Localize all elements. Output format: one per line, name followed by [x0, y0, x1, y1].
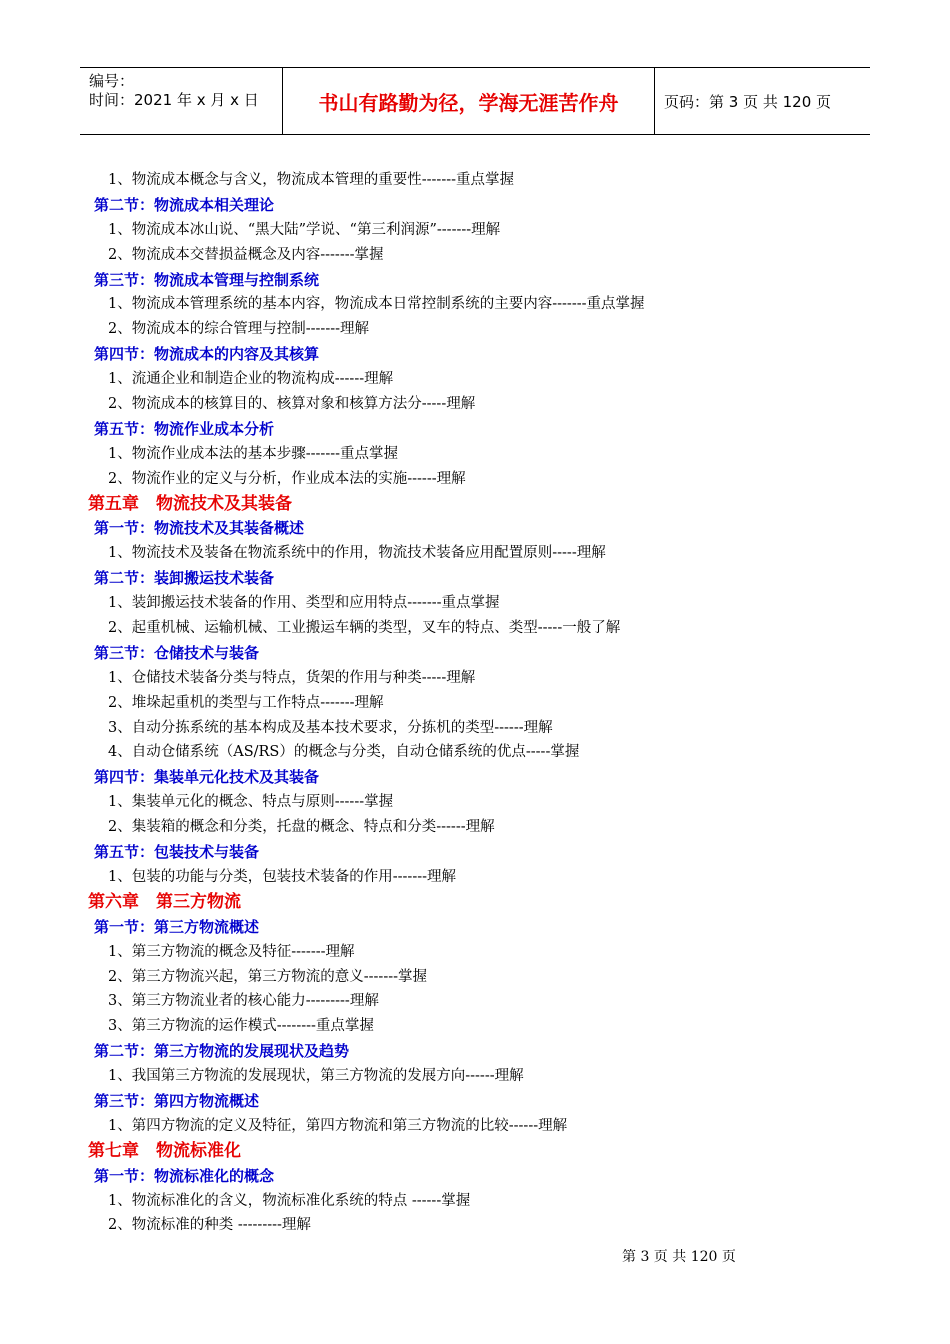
outline-item: 2、起重机械、运输机械、工业搬运车辆的类型，叉车的特点、类型-----一般了解 [108, 620, 621, 637]
outline-item: 1、第四方物流的定义及特征，第四方物流和第三方物流的比较------理解 [108, 1117, 568, 1134]
header-motto: 书山有路勤为径，学海无涯苦作舟 [283, 68, 655, 134]
outline-item: 1、装卸搬运技术装备的作用、类型和应用特点-------重点掌握 [108, 595, 500, 612]
outline-item: 2、物流作业的定义与分析，作业成本法的实施------理解 [108, 470, 466, 487]
outline-item: 2、第三方物流兴起，第三方物流的意义-------掌握 [108, 968, 428, 985]
document-body [88, 168, 868, 1238]
section-heading: 第四节：集装单元化技术及其装备 [94, 768, 320, 787]
outline-item: 2、堆垛起重机的类型与工作特点-------理解 [108, 694, 384, 711]
number-label: 编号： [89, 72, 135, 90]
section-heading: 第三节：第四方物流概述 [94, 1091, 260, 1110]
section-heading: 第一节：物流标准化的概念 [94, 1166, 275, 1185]
outline-item: 1、我国第三方物流的发展现状，第三方物流的发展方向------理解 [108, 1068, 524, 1085]
outline-item: 1、物流成本冰山说、“黑大陆”学说、“第三利润源”-------理解 [108, 221, 501, 238]
outline-item: 1、物流成本管理系统的基本内容，物流成本日常控制系统的主要内容-------重点掌握 [108, 296, 645, 313]
section-heading: 第二节：第三方物流的发展现状及趋势 [94, 1042, 350, 1061]
time-label: 时间：2021 年 x 月 x 日 [89, 91, 259, 109]
page-header [80, 67, 870, 135]
section-heading: 第三节：仓储技术与装备 [94, 643, 260, 662]
section-heading: 第四节：物流成本的内容及其核算 [94, 345, 320, 364]
section-heading: 第三节：物流成本管理与控制系统 [94, 270, 320, 289]
section-heading: 第五节：包装技术与装备 [94, 843, 260, 862]
section-heading: 第一节：第三方物流概述 [94, 917, 260, 936]
section-heading: 第一节：物流技术及其装备概述 [94, 519, 305, 538]
outline-item: 1、集装单元化的概念、特点与原则------掌握 [108, 794, 394, 811]
chapter-heading: 第五章 物流技术及其装备 [88, 493, 292, 514]
outline-item: 1、包装的功能与分类，包装技术装备的作用-------理解 [108, 868, 457, 885]
outline-item: 1、物流技术及装备在物流系统中的作用，物流技术装备应用配置原则-----理解 [108, 545, 606, 562]
section-heading: 第二节：物流成本相关理论 [94, 195, 275, 214]
section-heading: 第二节：装卸搬运技术装备 [94, 569, 275, 588]
outline-item: 1、仓储技术装备分类与特点，货架的作用与种类-----理解 [108, 669, 476, 686]
chapter-heading: 第六章 第三方物流 [88, 891, 241, 912]
outline-item: 1、物流标准化的含义，物流标准化系统的特点 ------掌握 [108, 1192, 471, 1209]
outline-item: 2、集装箱的概念和分类，托盘的概念、特点和分类------理解 [108, 819, 495, 836]
header-meta [80, 68, 283, 134]
outline-item: 3、第三方物流业者的核心能力---------理解 [108, 993, 379, 1010]
outline-item: 1、物流成本概念与含义，物流成本管理的重要性-------重点掌握 [108, 172, 515, 188]
outline-item: 1、第三方物流的概念及特征-------理解 [108, 943, 355, 960]
header-page-info: 页码：第 3 页 共 120 页 [664, 92, 832, 111]
outline-item: 3、自动分拣系统的基本构成及基本技术要求，分拣机的类型------理解 [108, 719, 553, 736]
outline-item: 2、物流成本的综合管理与控制-------理解 [108, 321, 370, 338]
section-heading: 第五节：物流作业成本分析 [94, 419, 275, 438]
chapter-heading: 第七章 物流标准化 [88, 1140, 241, 1161]
page-footer: 第 3 页 共 120 页 [622, 1249, 736, 1265]
outline-item: 1、流通企业和制造企业的物流构成------理解 [108, 371, 394, 388]
outline-item: 2、物流成本交替损益概念及内容-------掌握 [108, 246, 384, 263]
outline-item: 1、物流作业成本法的基本步骤-------重点掌握 [108, 445, 399, 462]
outline-item: 3、第三方物流的运作模式--------重点掌握 [108, 1018, 374, 1035]
outline-item: 2、物流标准的种类 ---------理解 [108, 1217, 311, 1234]
outline-item: 2、物流成本的核算目的、核算对象和核算方法分-----理解 [108, 396, 476, 413]
outline-item: 4、自动仓储系统（AS/RS）的概念与分类，自动仓储系统的优点-----掌握 [108, 744, 580, 761]
